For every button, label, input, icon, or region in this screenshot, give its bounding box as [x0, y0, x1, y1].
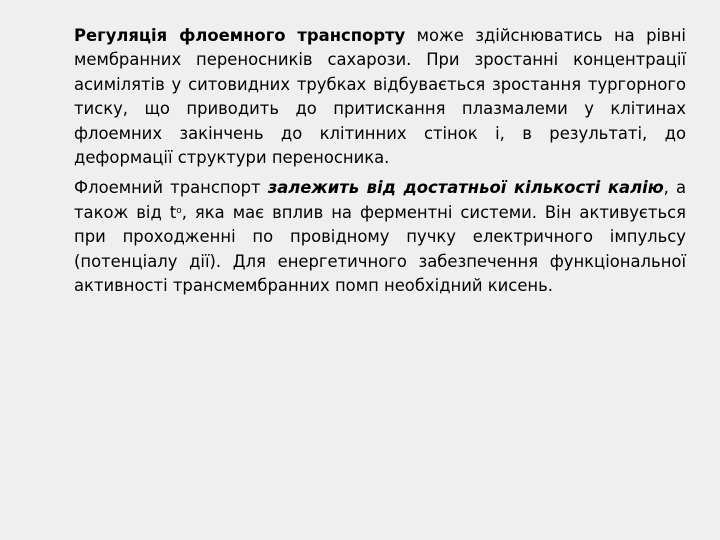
- paragraph-middle-text: , а також від t: [74, 178, 686, 222]
- degree-superscript: о: [176, 205, 182, 216]
- paragraph-closing-text: , яка має вплив на ферментні системи. Він активується при проходженні по провідному пучку електричного імпульсу (потенціалу дії). Для енергетичного забезпечення функціональної активності трансмембранних помп необхідний кисень.: [74, 202, 686, 296]
- paragraph-phloem-transport: [74, 176, 686, 298]
- paragraph-heading-bold: Регуляція флоемного транспорту: [74, 26, 406, 45]
- slide-text: [74, 24, 686, 298]
- paragraph-intro-text: Флоемний транспорт: [74, 178, 268, 198]
- paragraph-body-text: може здійснюватись на рівні мембранних переносників сахарози. При зростанні концентрації асимілятів у ситовидних трубках відбувається зростання тургорного тиску, що приводить до притискання плазмалеми у клітинах флоемних закінчень до клітинних стінок і, в результаті, до деформації структури переносника.: [74, 26, 686, 168]
- potassium-emphasis: залежить від достатньої кількості калію: [267, 178, 664, 198]
- paragraph-phloem-regulation: [74, 24, 686, 170]
